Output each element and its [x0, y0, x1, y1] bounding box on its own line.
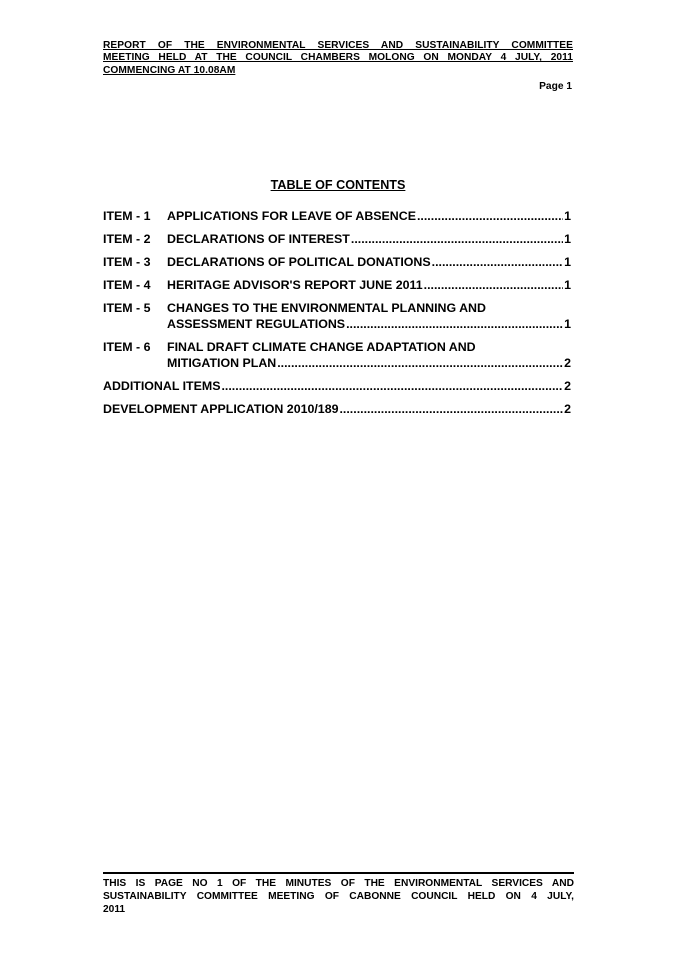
toc-page-number: 1 [564, 278, 571, 292]
toc-entry[interactable] [103, 339, 571, 371]
toc-title: TABLE OF CONTENTS [270, 178, 406, 192]
toc-item-number: ITEM - 2 [103, 232, 151, 246]
toc-page-number: 1 [564, 232, 571, 246]
toc-entry[interactable] [103, 277, 571, 293]
toc-entry[interactable] [103, 300, 571, 332]
toc-entry[interactable] [103, 254, 571, 270]
leader-dots [277, 355, 563, 371]
toc-item-title: APPLICATIONS FOR LEAVE OF ABSENCE [167, 209, 416, 223]
leader-dots [221, 378, 563, 394]
toc-page-number: 1 [564, 209, 571, 223]
leader-dots [424, 277, 563, 293]
footer-divider [103, 872, 574, 874]
leader-dots [432, 254, 563, 270]
toc-item-number: ITEM - 6 [103, 340, 151, 354]
toc-item-title: CHANGES TO THE ENVIRONMENTAL PLANNING AND [167, 301, 486, 315]
footer-line: SUSTAINABILITY COMMITTEE MEETING OF CABONNE COUNCIL HELD ON 4 JULY, [103, 891, 574, 903]
leader-dots [417, 208, 563, 224]
toc-page-number: 2 [564, 379, 571, 393]
toc-page-number: 1 [564, 317, 571, 331]
toc-entry[interactable] [103, 378, 571, 394]
toc-item-number: ITEM - 3 [103, 255, 151, 269]
toc-item-title-continued: MITIGATION PLAN [167, 356, 277, 370]
toc-item-title: DEVELOPMENT APPLICATION 2010/189 [103, 402, 339, 416]
toc-item-title: DECLARATIONS OF INTEREST [167, 232, 350, 246]
toc-item-title: FINAL DRAFT CLIMATE CHANGE ADAPTATION AND [167, 340, 476, 354]
toc-item-title: DECLARATIONS OF POLITICAL DONATIONS [167, 255, 431, 269]
toc-item-title: ADDITIONAL ITEMS [103, 379, 221, 393]
header-line: MEETING HELD AT THE COUNCIL CHAMBERS MOLONG ON MONDAY 4 JULY, 2011 [103, 52, 573, 64]
toc-item-number: ITEM - 5 [103, 301, 151, 315]
leader-dots [339, 401, 563, 417]
toc-item-title: HERITAGE ADVISOR'S REPORT JUNE 2011 [167, 278, 423, 292]
toc-page-number: 2 [564, 402, 571, 416]
toc-entry[interactable] [103, 208, 571, 224]
toc-page-number: 2 [564, 356, 571, 370]
toc-entry[interactable] [103, 401, 571, 417]
toc-item-number: ITEM - 1 [103, 209, 151, 223]
table-of-contents [103, 208, 571, 424]
leader-dots [346, 316, 563, 332]
toc-page-number: 1 [564, 255, 571, 269]
page-footer [103, 877, 574, 917]
leader-dots [351, 231, 563, 247]
footer-line: 2011 [103, 904, 126, 916]
footer-line: THIS IS PAGE NO 1 OF THE MINUTES OF THE ENVIRONMENTAL SERVICES AND [103, 878, 574, 889]
page-number: Page 1 [539, 81, 572, 92]
toc-item-title-continued: ASSESSMENT REGULATIONS [167, 317, 346, 331]
toc-entry[interactable] [103, 231, 571, 247]
header-line: REPORT OF THE ENVIRONMENTAL SERVICES AND SUSTAINABILITY COMMITTEE [103, 40, 573, 51]
toc-item-number: ITEM - 4 [103, 278, 151, 292]
report-header [103, 40, 573, 77]
header-line: COMMENCING AT 10.08AM [103, 64, 236, 76]
